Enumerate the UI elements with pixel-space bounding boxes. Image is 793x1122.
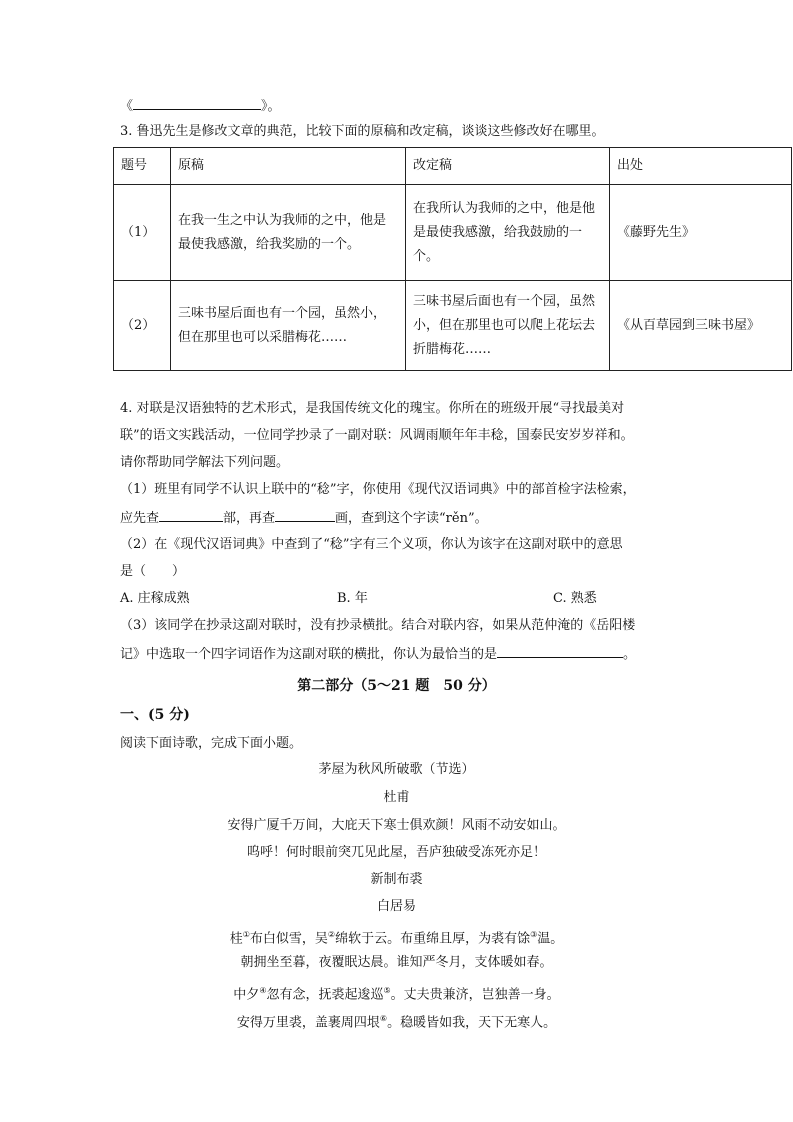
answer-blank[interactable] bbox=[133, 95, 261, 110]
section-heading: 一、(5 分) bbox=[120, 707, 190, 723]
q4-line-2: 联”的语文实践活动，一位同学抄录了一副对联：风调雨顺年年丰稔，国泰民安岁岁祥和。 bbox=[120, 428, 634, 443]
row-source: 《从百草园到三味书屋》 bbox=[610, 281, 792, 371]
table-header-row bbox=[114, 148, 792, 185]
radical-blank[interactable] bbox=[159, 507, 223, 522]
row-revised: 三味书屋后面也有一个园，虽然小，但在那里也可以爬上花坛去折腊梅花…… bbox=[406, 281, 610, 371]
footnote-marker: ⑥ bbox=[379, 1014, 388, 1023]
q4-part2-line1: （2）在《现代汉语词典》中查到了“稔”字有三个义项，你认为该字在这副对联中的意思 bbox=[120, 537, 623, 552]
option-c[interactable]: C. 熟悉 bbox=[553, 591, 597, 606]
poem2-title: 新制布裘 bbox=[370, 872, 423, 887]
footnote-marker: ② bbox=[327, 930, 336, 939]
q4-part3-line2: 记》中选取一个四字词语作为这副对联的横批，你认为最恰当的是 。 bbox=[120, 643, 636, 665]
poem1-line: 呜呼！何时眼前突兀见此屋，吾庐独破受冻死亦足！ bbox=[246, 845, 546, 860]
poem1-line: 安得广厦千万间，大庇天下寒士俱欢颜！风雨不动安如山。 bbox=[227, 818, 566, 833]
q3-stem: 3. 鲁迅先生是修改文章的典范，比较下面的原稿和改定稿，谈谈这些修改好在哪里。 bbox=[120, 124, 605, 139]
previous-answer-line: 《 》。 bbox=[120, 95, 281, 117]
revision-table bbox=[113, 147, 792, 371]
row-original: 三味书屋后面也有一个园，虽然小，但在那里也可以采腊梅花…… bbox=[171, 281, 406, 371]
reading-instruction: 阅读下面诗歌，完成下面小题。 bbox=[120, 736, 303, 751]
table-row bbox=[114, 281, 792, 371]
header-original: 原稿 bbox=[171, 148, 406, 185]
footnote-marker: ④ bbox=[259, 986, 267, 995]
header-source: 出处 bbox=[610, 148, 792, 185]
poem1-author: 杜甫 bbox=[383, 790, 410, 805]
part2-title: 第二部分（5～21 题 50 分） bbox=[297, 678, 496, 694]
option-b[interactable]: B. 年 bbox=[337, 591, 368, 606]
table-row bbox=[114, 185, 792, 281]
header-revised: 改定稿 bbox=[406, 148, 610, 185]
header-number: 题号 bbox=[114, 148, 171, 185]
option-a[interactable]: A. 庄稼成熟 bbox=[120, 591, 190, 606]
footnote-marker: ③ bbox=[530, 930, 538, 939]
poem2-author: 白居易 bbox=[376, 899, 416, 914]
poem2-line-1: 桂①布白似雪，吴②绵软于云。布重绵且厚，为裘有馀③温。 bbox=[229, 930, 564, 947]
footnote-marker: ① bbox=[242, 930, 250, 939]
poem2-line-4: 安得万里裘，盖裹周四垠⑥。稳暖皆如我，天下无寒人。 bbox=[236, 1014, 557, 1031]
banner-answer-blank[interactable] bbox=[497, 643, 623, 658]
poem2-line-2: 朝拥坐至暮，夜覆眠达晨。谁知严冬月，支体暖如春。 bbox=[240, 955, 553, 970]
q4-line-1: 4. 对联是汉语独特的艺术形式，是我国传统文化的瑰宝。你所在的班级开展“寻找最美对 bbox=[120, 401, 625, 416]
footnote-marker: ⑤ bbox=[383, 986, 391, 995]
row-source: 《藤野先生》 bbox=[610, 185, 792, 281]
poem1-title: 茅屋为秋风所破歌（节选） bbox=[318, 762, 475, 777]
poem2-line-3: 中夕④忽有念，抚裘起逡巡⑤。丈夫贵兼济，岂独善一身。 bbox=[233, 986, 560, 1003]
row-original: 在我一生之中认为我师的之中，他是最使我感激，给我奖励的一个。 bbox=[171, 185, 406, 281]
stroke-count-blank[interactable] bbox=[275, 507, 335, 522]
q4-part3-line1: （3）该同学在抄录这副对联时，没有抄录横批。结合对联内容，如果从范仲淹的《岳阳楼 bbox=[120, 618, 636, 633]
row-number: （2） bbox=[114, 281, 171, 371]
row-revised: 在我所认为我师的之中，他是他是最使我感激，给我鼓励的一个。 bbox=[406, 185, 610, 281]
q4-line-3: 请你帮助同学解法下列问题。 bbox=[120, 455, 290, 470]
q4-part1-line2: 应先查 部，再查 画，查到这个字读“rěn”。 bbox=[120, 507, 488, 529]
row-number: （1） bbox=[114, 185, 171, 281]
q4-part2-line2: 是（ ） bbox=[120, 564, 186, 579]
q4-part1-line1: （1）班里有同学不认识上联中的“稔”字，你使用《现代汉语词典》中的部首检字法检索， bbox=[120, 482, 636, 497]
